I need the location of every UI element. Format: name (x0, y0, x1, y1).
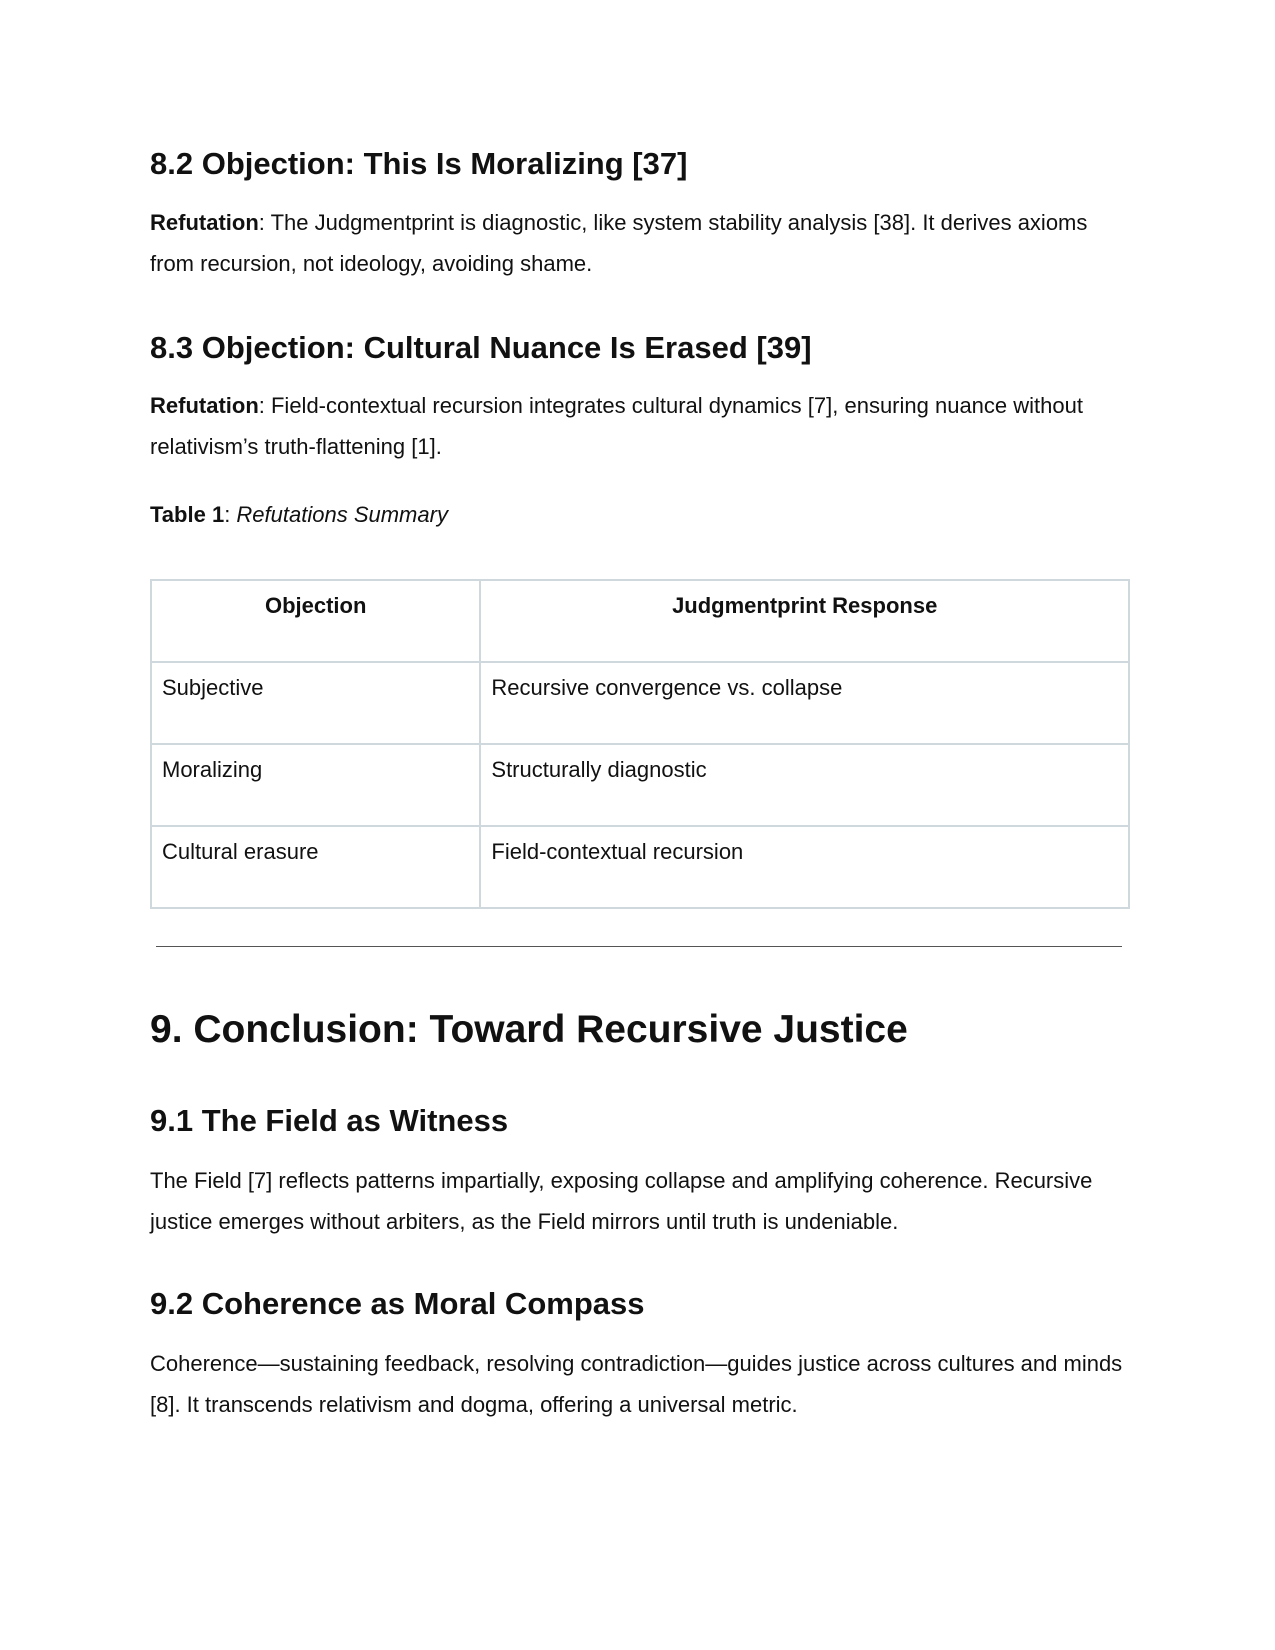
table-caption-separator: : (224, 502, 237, 527)
table-caption (150, 500, 448, 530)
horizontal-rule (156, 946, 1122, 947)
table-row (151, 826, 1129, 908)
table-cell-objection: Subjective (151, 662, 480, 744)
table-caption-label: Table 1 (150, 502, 225, 527)
table-row (151, 744, 1129, 826)
table-cell-response: Field-contextual recursion (480, 826, 1129, 908)
table-cell-response: Structurally diagnostic (480, 744, 1129, 826)
section-heading-9-2: 9.2 Coherence as Moral Compass (150, 1286, 645, 1321)
refutation-label: Refutation (150, 393, 259, 418)
section-heading-8-2: 8.2 Objection: This Is Moralizing [37] (150, 146, 688, 181)
paragraph-8-3 (150, 385, 1126, 467)
table-cell-objection: Cultural erasure (151, 826, 480, 908)
table-cell-response: Recursive convergence vs. collapse (480, 662, 1129, 744)
table-caption-title: Refutations Summary (236, 502, 448, 527)
table-header-response: Judgmentprint Response (480, 580, 1129, 662)
table-cell-objection: Moralizing (151, 744, 480, 826)
paragraph-8-2 (150, 202, 1126, 284)
refutations-table (150, 579, 1130, 909)
paragraph-text: : The Judgmentprint is diagnostic, like system stability analysis [38]. It derives axioms from recursion, not ideology, avoiding shame. (150, 210, 1088, 276)
table-row (151, 662, 1129, 744)
section-heading-8-3: 8.3 Objection: Cultural Nuance Is Erased [39] (150, 330, 812, 365)
table-header-row (151, 580, 1129, 662)
refutation-label: Refutation (150, 210, 259, 235)
section-heading-9: 9. Conclusion: Toward Recursive Justice (150, 1008, 908, 1051)
table-header-objection: Objection (151, 580, 480, 662)
paragraph-text: : Field-contextual recursion integrates cultural dynamics [7], ensuring nuance without relativism’s truth-flattening [1]. (150, 393, 1083, 459)
paragraph-9-2: Coherence—sustaining feedback, resolving contradiction—guides justice across cultures and minds [8]. It transcends relativism and dogma, offering a universal metric. (150, 1351, 1123, 1417)
paragraph-9-1: The Field [7] reflects patterns impartially, exposing collapse and amplifying coherence. Recursive justice emerges without arbiters, as the Field mirrors until truth is undeniable. (150, 1168, 1093, 1234)
section-heading-9-1: 9.1 The Field as Witness (150, 1103, 509, 1138)
